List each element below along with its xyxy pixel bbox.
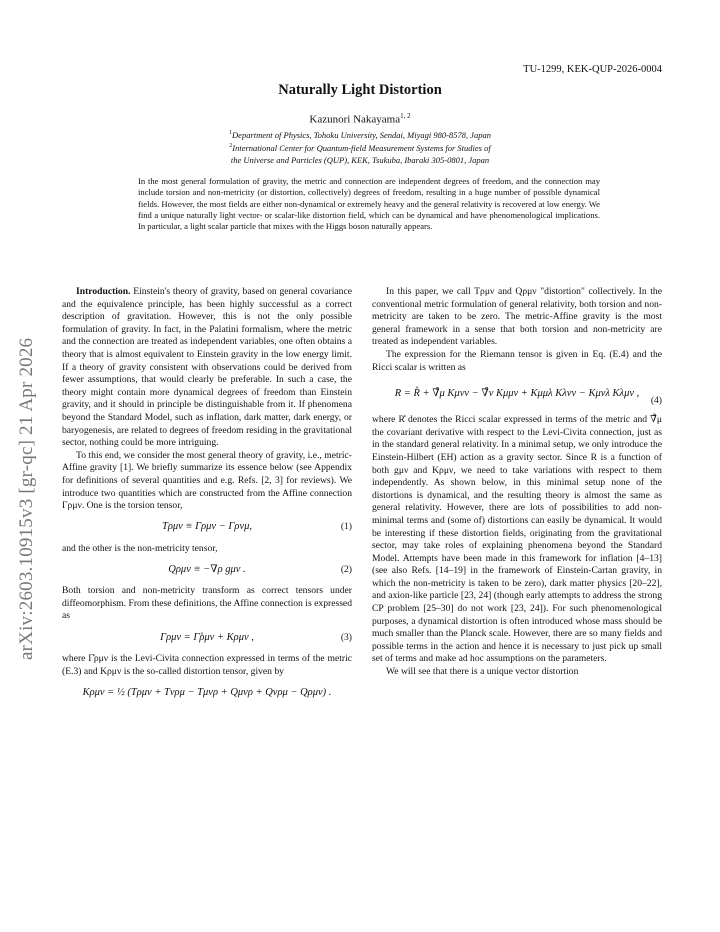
body-paragraph: In this paper, we call Tρμν and Qρμν "distortion" collectively. In the conventional metric formulation of general relativity, both torsion and non-metricity are taken to be zero. The metric-Affine gravity is the most general framework in a sense that both torsion and non-metricity are treated as independent variables.: [372, 286, 662, 348]
affiliation-line: $^1$Department of Physics, Tohoku University, Sendai, Miyagi 980-8578, Japan: [229, 129, 491, 140]
equation-torsion: Tρμν ≡ Γρμν − Γρνμ, (1): [162, 521, 352, 533]
intro-paragraph: Introduction. Einstein's theory of gravity, based on general covariance and the equivalence principle, has been highly successful as a correct description of gravitation. However, this is not the only possible formulation of gravity. In fact, in the Palatini formalism, where the metric and the connection are treated as independent variables, one often obtains a theory that is almost equivalent to Einstein gravity in the low energy limit. If a theory of gravity consistent with observations could be derived from fewer assumptions, that would clearly be preferable. In such a case, the theory might contain more dynamical degrees of freedom than Einstein gravity, and it should in principle be distinguishable from it. If phenomena beyond the Standard Model, such as inflation, dark matter, dark energy, or baryogenesis, are related to degrees of freedom residing in the gravitational sector, nothing could be more intriguing.: [62, 286, 352, 449]
left-column: [62, 286, 352, 708]
right-column: [372, 286, 662, 679]
paper-title: Naturally Light Distortion: [278, 82, 442, 98]
author-affiliation-marks: 1, 2: [400, 112, 411, 120]
equation-distortion: Kρμν = ½ (Tρμν + Tνρμ − Tμνρ + Qμνρ + Qνρμ − Qρμν) .: [82, 686, 332, 698]
body-paragraph: and the other is the non-metricity tensor,: [62, 542, 218, 554]
equation-number: (2): [340, 563, 352, 575]
body-paragraph: Both torsion and non-metricity transform as correct tensors under diffeomorphism. From these definitions, the Affine connection is expressed as: [62, 585, 352, 622]
abstract: In the most general formulation of gravity, the metric and connection are independent degrees of freedom, and the connection may include torsion and non-metricity (or distortion, collectively) degrees of freedom, resulting in a huge number of possible dynamical fields. However, the most fields are either non-dynamical or extremely heavy and the general relativity is recovered at low energy. We find a unique naturally light vector- or scalar-like distortion field, which can be dynamical and have phenomenological implications. In particular, a light scalar particle that mixes with the Higgs boson naturally appears.: [138, 176, 600, 232]
equation-nonmetricity: Qρμν ≡ −∇ρ gμν . (2): [168, 563, 352, 575]
body-paragraph: The expression for the Riemann tensor is given in Eq. (E.4) and the Ricci scalar is written as: [372, 348, 662, 373]
body-paragraph: where Γ̊ρμν is the Levi-Civita connection expressed in terms of the metric (E.3) and Kρμν is the so-called distortion tensor, given by: [62, 653, 352, 677]
author-line: [0, 112, 720, 126]
affiliation-line: $^2$International Center for Quantum-field Measurement Systems for Studies of: [229, 143, 491, 154]
equation-number: (1): [340, 521, 352, 533]
report-number: TU-1299, KEK-QUP-2026-0004: [523, 64, 662, 75]
author-name: Kazunori Nakayama: [309, 113, 401, 126]
body-paragraph: We will see that there is a unique vector distortion: [386, 666, 579, 678]
section-heading: Introduction.: [76, 286, 131, 297]
equation-number: (4): [650, 395, 662, 407]
body-paragraph: where R̊ denotes the Ricci scalar expressed in terms of the metric and ∇̊μ the covariant derivative with respect to the Levi-Civita connection, just as in the standard general relativity. In a minimal setup, we only introduce the Einstein-Hilbert (EH) action as a gravity sector. Since R is a function of both gμν and Kρμν, we need to take variations with respect to them independently. As shown below, in this minimal setup none of the distortions is dynamical, and the resulting theory is almost the same as general relativity. However, there are lots of possibilities to add non-minimal terms and (some of) distortions can easily be dynamical. It would be interesting if these distortion fields, originating from the gravitational sector, may take roles of explaining phenomena beyond the Standard Model. Attempts have been made in this framework for inflation [4–13] (see also Refs. [14–19] in the framework of Einstein-Cartan gravity, in which the non-metricity is taken to be zero), dark matter physics [20–22], and axion-like particle [23, 24] (though early attempts to address the strong CP problem [25–30] do not work [23, 24]). For such phenomenological purposes, a dynamical distortion is often introduced whose mass should be much smaller than the Planck scale. However, there are so many fields and possible terms in the action and hence it is necessary to just pick up small set of terms and make ad hoc assumptions on the parameters.: [372, 414, 662, 665]
affiliation-line: the Universe and Particles (QUP), KEK, Tsukuba, Ibaraki 305-0801, Japan: [230, 154, 490, 165]
equation-connection: Γρμν = Γ̊ρμν + Kρμν , (3): [160, 631, 352, 643]
equation-ricci-scalar: R = R̊ + ∇̊μ Kμνν − ∇̊ν Kμμν + Kμμλ Kλνν − Kμνλ Kλμν , (4): [394, 387, 662, 407]
affiliations: [0, 128, 720, 166]
body-paragraph: To this end, we consider the most general theory of gravity, i.e., metric-Affine gravity [1]. We briefly summarize its essence below (see Appendix for definitions of several quantities and e.g. Refs. [2, 3] for reviews). We introduce two quantities which are constructed from the Affine connection Γρμν. One is the torsion tensor,: [62, 449, 352, 512]
arxiv-identifier-stamp: arXiv:2603.10915v3 [gr-qc] 21 Apr 2026: [16, 337, 37, 660]
equation-number: (3): [340, 631, 352, 643]
